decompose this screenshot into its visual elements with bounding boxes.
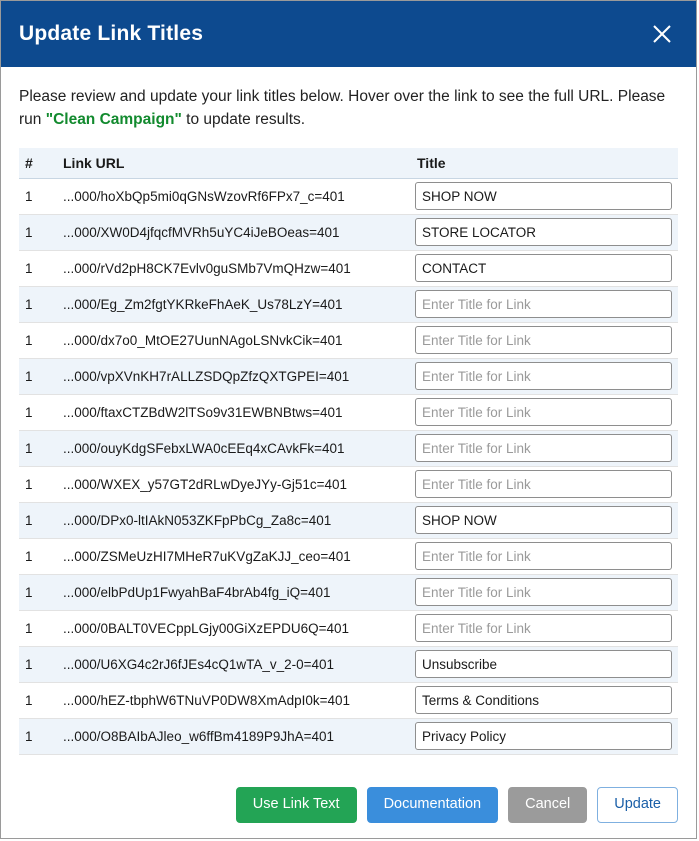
table-row <box>19 466 678 502</box>
row-number: 1 <box>19 682 57 718</box>
row-number: 1 <box>19 610 57 646</box>
intro-prefix: Please review and update your link titles below. Hover over the link to see the full URL. Please run <box>19 88 666 129</box>
row-title-cell <box>409 286 678 322</box>
update-button[interactable]: Update <box>597 787 678 823</box>
dialog-body <box>1 67 696 772</box>
table-row <box>19 322 678 358</box>
table-row <box>19 286 678 322</box>
table-row <box>19 250 678 286</box>
row-title-cell <box>409 718 678 754</box>
row-number: 1 <box>19 718 57 754</box>
close-icon[interactable] <box>648 20 676 48</box>
row-link-url[interactable]: ...000/ouyKdgSFebxLWA0cEEq4xCAvkFk=401 <box>57 430 409 466</box>
row-number: 1 <box>19 214 57 250</box>
table-row <box>19 718 678 754</box>
title-input[interactable] <box>415 614 672 642</box>
row-number: 1 <box>19 646 57 682</box>
title-input[interactable] <box>415 362 672 390</box>
row-number: 1 <box>19 574 57 610</box>
row-link-url[interactable]: ...000/0BALT0VECppLGjy00GiXzEPDU6Q=401 <box>57 610 409 646</box>
row-title-cell <box>409 430 678 466</box>
row-title-cell <box>409 610 678 646</box>
row-link-url[interactable]: ...000/ftaxCTZBdW2lTSo9v31EWBNBtws=401 <box>57 394 409 430</box>
row-link-url[interactable]: ...000/U6XG4c2rJ6fJEs4cQ1wTA_v_2-0=401 <box>57 646 409 682</box>
row-number: 1 <box>19 538 57 574</box>
table-head <box>19 148 678 179</box>
title-input[interactable] <box>415 542 672 570</box>
title-input[interactable] <box>415 398 672 426</box>
row-link-url[interactable]: ...000/Eg_Zm2fgtYKRkeFhAeK_Us78LzY=401 <box>57 286 409 322</box>
row-number: 1 <box>19 502 57 538</box>
row-title-cell <box>409 178 678 214</box>
table-row <box>19 430 678 466</box>
row-number: 1 <box>19 178 57 214</box>
title-input[interactable] <box>415 218 672 246</box>
title-input[interactable] <box>415 254 672 282</box>
title-input[interactable] <box>415 290 672 318</box>
row-link-url[interactable]: ...000/WXEX_y57GT2dRLwDyeJYy-Gj51c=401 <box>57 466 409 502</box>
row-title-cell <box>409 394 678 430</box>
table-row <box>19 502 678 538</box>
clean-campaign-highlight: "Clean Campaign" <box>45 111 182 129</box>
table-row <box>19 394 678 430</box>
title-input[interactable] <box>415 686 672 714</box>
table-row <box>19 610 678 646</box>
row-link-url[interactable]: ...000/DPx0-ltIAkN053ZKFpPbCg_Za8c=401 <box>57 502 409 538</box>
dialog-header <box>1 1 696 67</box>
row-number: 1 <box>19 466 57 502</box>
row-number: 1 <box>19 322 57 358</box>
title-input[interactable] <box>415 578 672 606</box>
row-title-cell <box>409 466 678 502</box>
row-number: 1 <box>19 250 57 286</box>
row-link-url[interactable]: ...000/O8BAIbAJleo_w6ffBm4189P9JhA=401 <box>57 718 409 754</box>
row-title-cell <box>409 646 678 682</box>
documentation-button[interactable]: Documentation <box>367 787 499 823</box>
row-link-url[interactable]: ...000/dx7o0_MtOE27UunNAgoLSNvkCik=401 <box>57 322 409 358</box>
row-link-url[interactable]: ...000/hEZ-tbphW6TNuVP0DW8XmAdpI0k=401 <box>57 682 409 718</box>
row-number: 1 <box>19 286 57 322</box>
title-input[interactable] <box>415 470 672 498</box>
title-input[interactable] <box>415 506 672 534</box>
dialog-title: Update Link Titles <box>19 22 204 45</box>
row-title-cell <box>409 214 678 250</box>
title-input[interactable] <box>415 326 672 354</box>
table-body <box>19 178 678 754</box>
dialog-footer <box>1 772 696 838</box>
row-title-cell <box>409 682 678 718</box>
title-input[interactable] <box>415 182 672 210</box>
row-link-url[interactable]: ...000/XW0D4jfqcfMVRh5uYC4iJeBOeas=401 <box>57 214 409 250</box>
cancel-button[interactable]: Cancel <box>508 787 587 823</box>
table-row <box>19 358 678 394</box>
table-row <box>19 538 678 574</box>
table-row <box>19 214 678 250</box>
table-row <box>19 646 678 682</box>
row-link-url[interactable]: ...000/hoXbQp5mi0qGNsWzovRf6FPx7_c=401 <box>57 178 409 214</box>
intro-suffix: to update results. <box>181 111 306 129</box>
header-link-url: Link URL <box>57 148 409 179</box>
table-row <box>19 574 678 610</box>
row-link-url[interactable]: ...000/ZSMeUzHI7MHeR7uKVgZaKJJ_ceo=401 <box>57 538 409 574</box>
row-number: 1 <box>19 394 57 430</box>
row-link-url[interactable]: ...000/rVd2pH8CK7Evlv0guSMb7VmQHzw=401 <box>57 250 409 286</box>
row-title-cell <box>409 538 678 574</box>
row-link-url[interactable]: ...000/elbPdUp1FwyahBaF4brAb4fg_iQ=401 <box>57 574 409 610</box>
table-header-row <box>19 148 678 179</box>
row-link-url[interactable]: ...000/vpXVnKH7rALLZSDQpZfzQXTGPEI=401 <box>57 358 409 394</box>
row-title-cell <box>409 574 678 610</box>
title-input[interactable] <box>415 650 672 678</box>
header-number: # <box>19 148 57 179</box>
row-title-cell <box>409 358 678 394</box>
use-link-text-button[interactable]: Use Link Text <box>236 787 357 823</box>
header-title: Title <box>409 148 678 179</box>
intro-text <box>19 85 678 132</box>
row-title-cell <box>409 322 678 358</box>
table-row <box>19 682 678 718</box>
link-titles-table <box>19 148 678 755</box>
row-number: 1 <box>19 358 57 394</box>
row-title-cell <box>409 250 678 286</box>
row-number: 1 <box>19 430 57 466</box>
row-title-cell <box>409 502 678 538</box>
title-input[interactable] <box>415 434 672 462</box>
title-input[interactable] <box>415 722 672 750</box>
table-row <box>19 178 678 214</box>
